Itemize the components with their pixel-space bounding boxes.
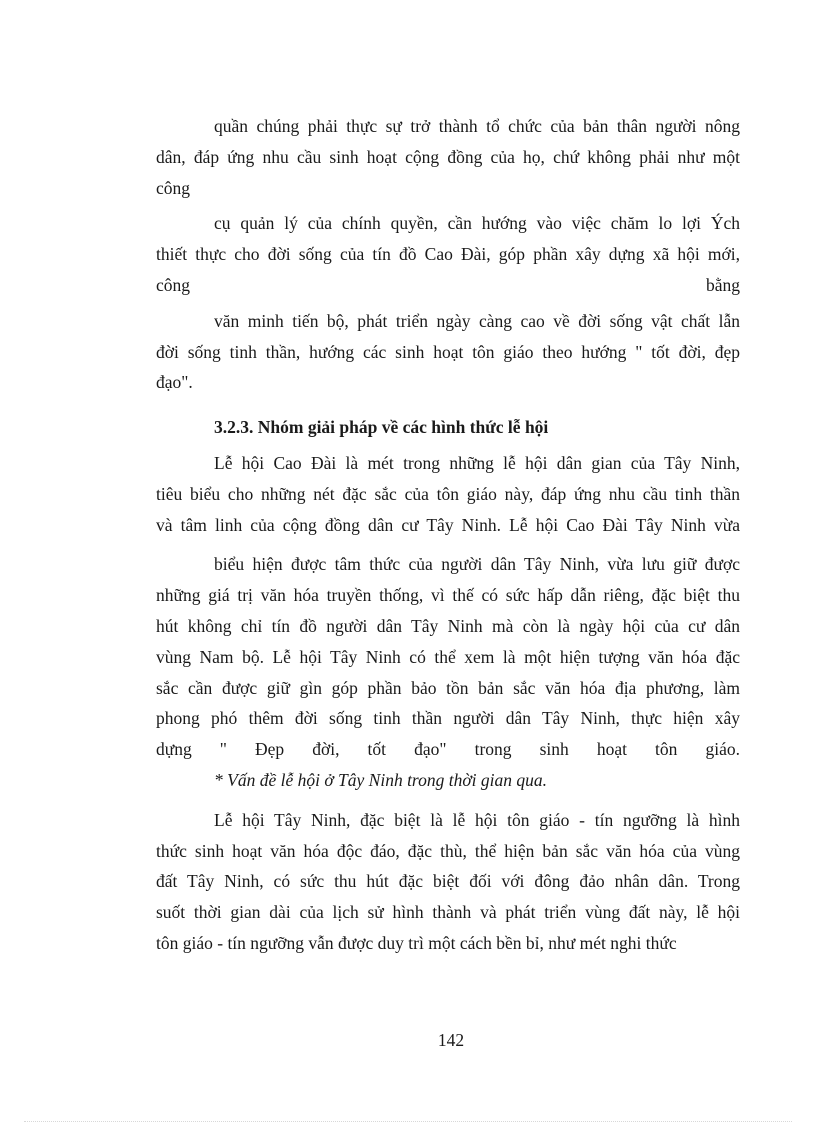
text-line: vùng Nam bộ. Lễ hội Tây Ninh có thể xem là một hiện tượng văn hóa đặc	[156, 646, 740, 667]
text-fragment: bằng	[705, 274, 740, 295]
text-line: sắc cần được giữ gìn góp phần bảo tồn bản sắc văn hóa địa phương, làm	[156, 677, 740, 698]
page-number: 142	[437, 1030, 465, 1050]
text-line: công	[156, 177, 191, 198]
italic-subheading: * Vấn đề lễ hội ở Tây Ninh trong thời gian qua.	[214, 769, 548, 790]
text-line: biểu hiện được tâm thức của người dân Tây Ninh, vừa lưu giữ được	[214, 554, 740, 575]
text-line: tiêu biểu cho những nét đặc sắc của tôn giáo này, đáp ứng nhu cầu tinh thần	[156, 483, 740, 504]
text-line: đất Tây Ninh, có sức thu hút đặc biệt đối với đông đảo nhân dân. Trong	[156, 871, 740, 892]
text-line: hút không chỉ tín đồ người dân Tây Ninh mà còn là ngày hội của cư dân	[156, 615, 740, 636]
text-line: quần chúng phải thực sự trở thành tổ chức của bản thân người nông	[214, 116, 740, 136]
text-line: cụ quản lý của chính quyền, cần hướng vào việc chăm lo lợi Ých	[214, 213, 740, 234]
text-line: thức sinh hoạt văn hóa độc đáo, đặc thù, thể hiện bản sắc văn hóa của vùng	[156, 840, 740, 861]
page-bottom-divider	[24, 1121, 792, 1122]
text-line: tôn giáo - tín ngưỡng vẫn được duy trì một cách bền bỉ, như mét nghi thức	[156, 932, 677, 953]
text-line: dựng " Đẹp đời, tốt đạo" trong sinh hoạt tôn giáo.	[156, 739, 740, 760]
text-line: phong phó thêm đời sống tinh thần người dân Tây Ninh, thực hiện xây	[156, 708, 740, 729]
text-line: suốt thời gian dài của lịch sử hình thành và phát triển vùng đất này, lễ hội	[156, 902, 740, 923]
text-line: đạo".	[156, 372, 193, 393]
text-line: dân, đáp ứng nhu cầu sinh hoạt cộng đồng của họ, chứ không phải như một	[156, 146, 740, 167]
text-line: Lễ hội Cao Đài là mét trong những lễ hội dân gian của Tây Ninh,	[214, 452, 740, 473]
section-heading: 3.2.3. Nhóm giải pháp về các hình thức lễ hội	[214, 417, 549, 438]
body-text	[156, 111, 740, 959]
text-line: Lễ hội Tây Ninh, đặc biệt là lễ hội tôn giáo - tín ngưỡng là hình	[214, 809, 740, 830]
text-line: thiết thực cho đời sống của tín đồ Cao Đài, góp phần xây dựng xã hội mới,	[156, 244, 740, 265]
text-fragment: công	[156, 274, 191, 295]
text-line: những giá trị văn hóa truyền thống, vì thế có sức hấp dẫn riêng, đặc biệt thu	[156, 585, 740, 606]
text-line: và tâm linh của cộng đồng dân cư Tây Ninh. Lễ hội Cao Đài Tây Ninh vừa	[156, 514, 740, 535]
text-line: văn minh tiến bộ, phát triển ngày càng cao về đời sống vật chất lẫn	[214, 310, 740, 331]
split-line	[156, 270, 740, 301]
text-line: đời sống tinh thần, hướng các sinh hoạt tôn giáo theo hướng " tốt đời, đẹp	[156, 341, 740, 362]
